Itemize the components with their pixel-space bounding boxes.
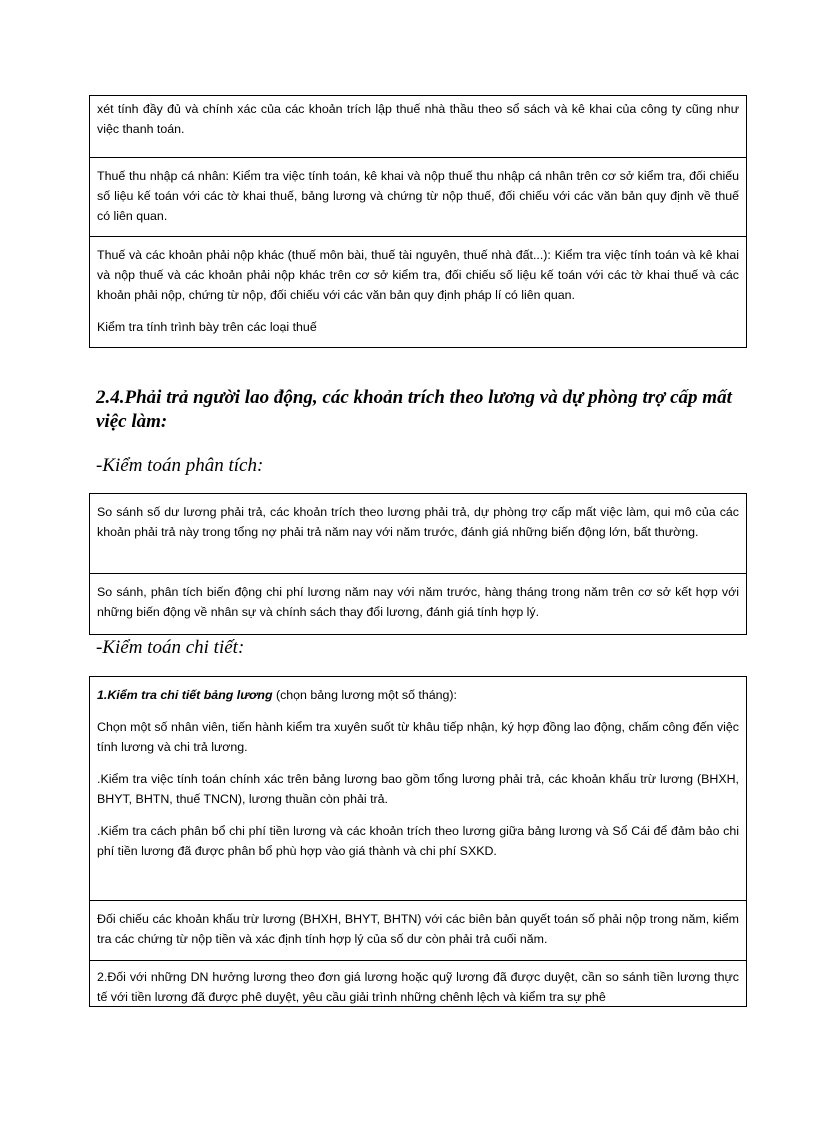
analytic-audit-subheading: -Kiểm toán phân tích: [96, 455, 264, 476]
salary-cost-analysis-text: So sánh, phân tích biến động chi phí lương năm nay với năm trước, hàng tháng trong năm trên cơ sở kết hợp với những biến động về nhân sự và chính sách thay đổi lương, đánh giá tính hợp lý. [97, 585, 739, 619]
balance-comparison-text: So sánh số dư lương phải trả, các khoản trích theo lương phải trả, dự phòng trợ cấp mất việc làm, qui mô của các khoản phải trả này trong tổng nợ phải trả năm nay với năm trước, đánh giá những biến động lớn, bất thường. [97, 505, 739, 539]
approved-wage-comparison-text: 2.Đối với những DN hưởng lương theo đơn giá lương hoặc quỹ lương đã được duyệt, cần so sánh tiền lương thực tế với tiền lương đã được phê duyệt, yêu cầu giải trình những chênh lệch và kiểm tra sự phê [97, 970, 739, 1004]
table-row [90, 573, 746, 634]
table-row [90, 157, 746, 236]
cost-allocation-text: .Kiểm tra cách phân bổ chi phí tiền lương và các khoản trích theo lương giữa bảng lương và Sổ Cái để đảm bảo chi phí tiền lương đã được phân bổ phù hợp vào giá thành và chi phí SXKD. [97, 824, 739, 858]
employee-sample-text: Chọn một số nhân viên, tiến hành kiểm tra xuyên suốt từ khâu tiếp nhận, ký hợp đồng lao động, chấm công đến việc tính lương và chi trả lương. [97, 720, 739, 754]
table-row [90, 236, 746, 347]
contractor-tax-text: xét tính đầy đủ và chính xác của các khoản trích lập thuế nhà thầu theo sổ sách và kê khai của công ty cũng như việc thanh toán. [97, 102, 739, 136]
presentation-check-text: Kiểm tra tính trình bày trên các loại thuế [97, 320, 317, 334]
detail-procedures-table [89, 676, 747, 1007]
personal-income-tax-text: Thuế thu nhập cá nhân: Kiểm tra việc tính toán, kê khai và nộp thuế thu nhập cá nhân trên cơ sở kiểm tra, đối chiếu số liệu kế toán với các tờ khai thuế, bảng lương và chứng từ nộp thuế, đối chiếu với các văn bản quy định về thuế có liên quan. [97, 169, 739, 223]
table-row [90, 96, 746, 157]
detail-audit-subheading: -Kiểm toán chi tiết: [96, 637, 245, 658]
other-taxes-text: Thuế và các khoản phải nộp khác (thuế môn bài, thuế tài nguyên, thuế nhà đất...): Kiểm tra việc tính toán và kê khai và nộp thuế và các khoản phải nộp khác trên cơ sở kiểm tra, đối chiếu số liệu kế toán với các tờ khai thuế và các khoản phải nộp, chứng từ nộp, đối chiếu với các văn bản quy định pháp lí có liên quan. [97, 248, 739, 302]
deduction-reconciliation-text: Đối chiếu các khoản khấu trừ lương (BHXH, BHYT, BHTN) với các biên bản quyết toán số phải nộp trong năm, kiểm tra các chứng từ nộp tiền và xác định tính hợp lý của số dư còn phải trả cuối năm. [97, 912, 739, 946]
table-row [90, 494, 746, 573]
payroll-check-lead-rest: (chọn bảng lương một số tháng): [272, 688, 458, 702]
table-row [90, 900, 746, 960]
payroll-check-lead: 1.Kiểm tra chi tiết bảng lương [97, 688, 273, 702]
payroll-calc-text: .Kiểm tra việc tính toán chính xác trên bảng lương bao gồm tổng lương phải trả, các khoản khấu trừ lương (BHXH, BHYT, BHTN, thuế TNCN), lương thuần còn phải trả. [97, 772, 739, 806]
payroll-check-heading [97, 685, 739, 705]
table-row [90, 960, 746, 1006]
analytic-procedures-table [89, 493, 747, 635]
section-heading: 2.4.Phải trả người lao động, các khoản trích theo lương và dự phòng trợ cấp mất việc làm: [96, 387, 732, 432]
table-row [90, 677, 746, 900]
tax-procedures-table [89, 95, 747, 348]
